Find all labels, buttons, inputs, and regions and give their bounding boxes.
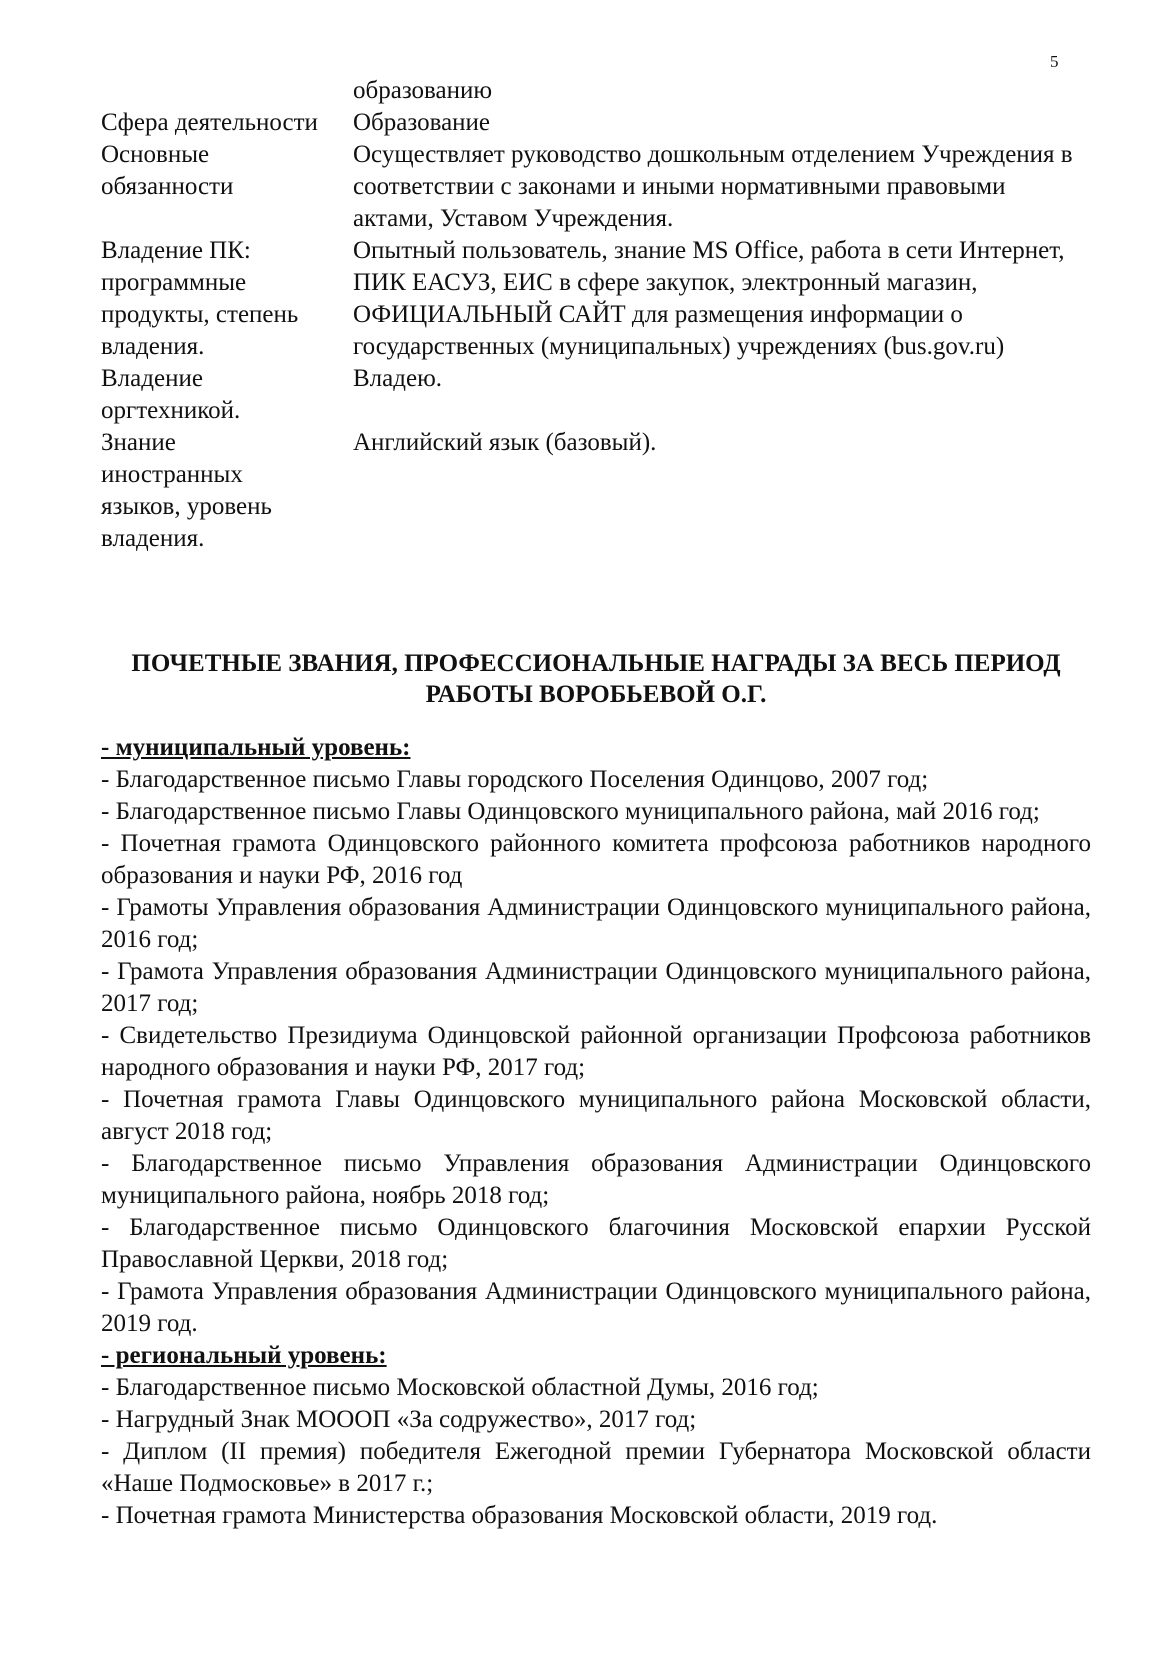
award-item: - Диплом (II премия) победителя Ежегодной премии Губернатора Московской области «Наше Подмосковье» в 2017 г.;	[101, 1438, 1091, 1497]
award-item: - Благодарственное письмо Главы Одинцовского муниципального района, май 2016 год;	[101, 798, 1040, 825]
info-row	[101, 139, 1091, 235]
info-label: Владение ПК: программные продукты, степень владения.	[101, 237, 299, 360]
award-item: - Почетная грамота Главы Одинцовского муниципального района Московской области, август 2018 год;	[101, 1086, 1091, 1145]
award-item: - Грамоты Управления образования Администрации Одинцовского муниципального района, 2016 год;	[101, 894, 1091, 953]
info-value: Английский язык (базовый).	[353, 429, 657, 456]
award-item: - Грамота Управления образования Администрации Одинцовского муниципального района, 2019 год.	[101, 1278, 1091, 1337]
award-item: - Благодарственное письмо Московской областной Думы, 2016 год;	[101, 1374, 819, 1401]
info-value: Образование	[353, 109, 491, 136]
info-table	[101, 75, 1091, 555]
award-item: - Почетная грамота Министерства образования Московской области, 2019 год.	[101, 1502, 938, 1529]
info-value: образованию	[353, 77, 493, 104]
info-label	[101, 75, 353, 107]
info-value: Владею.	[353, 365, 442, 392]
award-item: - Благодарственное письмо Главы городского Поселения Одинцово, 2007 год;	[101, 766, 929, 793]
awards-list	[101, 732, 1091, 1532]
info-row	[101, 235, 1091, 363]
info-label: Основные обязанности	[101, 141, 234, 200]
award-item: - Благодарственное письмо Управления образования Администрации Одинцовского муниципального района, ноябрь 2018 год;	[101, 1150, 1091, 1209]
info-row	[101, 75, 1091, 107]
regional-level-heading: - региональный уровень:	[101, 1342, 387, 1369]
award-item: - Почетная грамота Одинцовского районного комитета профсоюза работников народного образования и науки РФ, 2016 год	[101, 830, 1091, 889]
municipal-level-heading: - муниципальный уровень:	[101, 734, 411, 761]
info-value: Опытный пользователь, знание MS Office, работа в сети Интернет, ПИК ЕАСУЗ, ЕИС в сфере закупок, электронный магазин, ОФИЦИАЛЬНЫЙ САЙТ для размещения информации о государственных (муниципальных) учреждениях (bus.gov.ru)	[353, 237, 1065, 360]
award-item: - Грамота Управления образования Администрации Одинцовского муниципального района, 2017 год;	[101, 958, 1091, 1017]
info-row	[101, 107, 1091, 139]
info-label: Сфера деятельности	[101, 109, 318, 136]
award-item: - Нагрудный Знак МОООП «За содружество», 2017 год;	[101, 1406, 697, 1433]
info-label: Владение оргтехникой.	[101, 365, 241, 424]
info-row	[101, 427, 1091, 555]
info-label: Знание иностранных языков, уровень владения.	[101, 429, 272, 552]
page-number: 5	[1050, 52, 1059, 71]
info-value: Осуществляет руководство дошкольным отделением Учреждения в соответствии с законами и иными нормативными правовыми актами, Уставом Учреждения.	[353, 141, 1073, 232]
section-heading: ПОЧЕТНЫЕ ЗВАНИЯ, ПРОФЕССИОНАЛЬНЫЕ НАГРАДЫ ЗА ВЕСЬ ПЕРИОД РАБОТЫ ВОРОБЬЕВОЙ О.Г.	[131, 650, 1061, 708]
info-row	[101, 363, 1091, 427]
award-item: - Благодарственное письмо Одинцовского благочиния Московской епархии Русской Православной Церкви, 2018 год;	[101, 1214, 1091, 1273]
award-item: - Свидетельство Президиума Одинцовской районной организации Профсоюза работников народного образования и науки РФ, 2017 год;	[101, 1022, 1091, 1081]
